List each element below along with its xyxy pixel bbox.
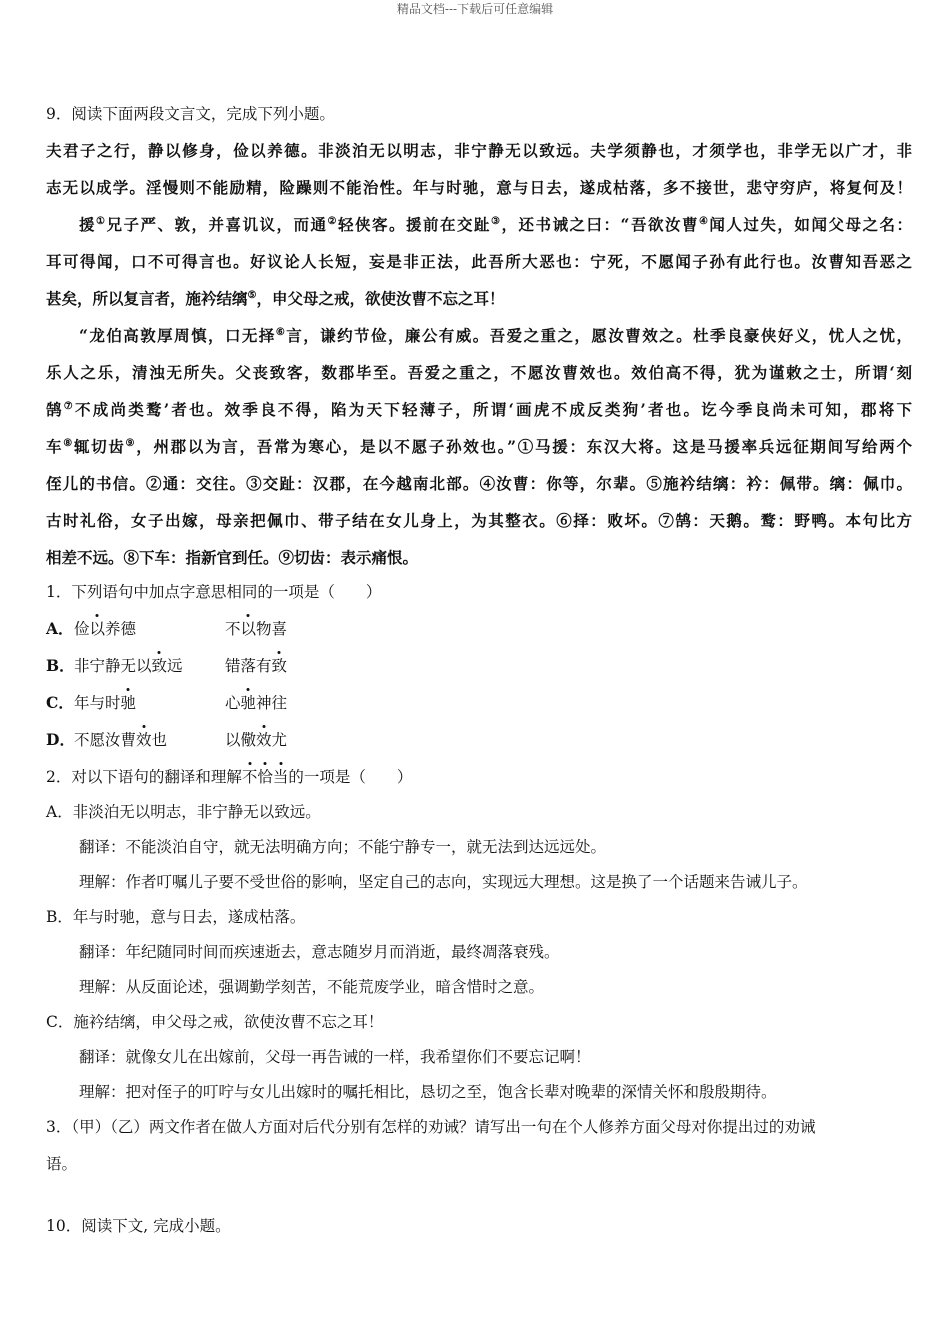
sub1-stem: 1．下列语句中加点字意思相同的一项是（ ） (46, 583, 382, 601)
sub1-option-a: A． 俭以养德 不以物喜 (46, 619, 288, 638)
sub3-line-1: 3．（甲）（乙）两文作者在做人方面对后代分别有怎样的劝诫？请写出一句在个人修养方面父母对你提出过的劝诫 (46, 1118, 816, 1136)
sub1-option-d: D． 不愿汝曹效也 以儆效尤 (46, 730, 288, 749)
passage-yi-line-1: 援①兄子严、敦，并喜讥议，而通②轻侠客。援前在交趾③，还书诫之曰：“吾欲汝曹④闻人过失，如闻父母之名： (79, 215, 912, 234)
notes-line-3: 相差不远。⑧下车：指新官到任。⑨切齿：表示痛恨。 (46, 548, 419, 567)
notes-line-1: 侄儿的书信。②通：交往。③交趾：汉郡，在今越南北部。④汝曹：你等，尔辈。⑤施衿结缡：衿：佩带。缡：佩巾。 (46, 474, 912, 493)
sub2-option-c-translation: 翻译：就像女儿在出嫁前，父母一再告诫的一样，我希望你们不要忘记啊！ (79, 1048, 591, 1066)
passage-yi-line-7: 车⑧辄切齿⑨，州郡以为言，吾常为寒心，是以不愿子孙效也。”①马援：东汉大将。这是马援率兵远征期间写给两个 (46, 437, 912, 456)
page-header: 精品文档---下载后可任意编辑 (396, 2, 554, 16)
sub2-stem: 2．对以下语句的翻译和理解不恰当的一项是（ ） (46, 768, 413, 786)
sub2-option-b-translation: 翻译：年纪随同时间而疾速逝去，意志随岁月而消逝，最终凋落衰残。 (79, 943, 560, 961)
passage-yi-line-4: “龙伯高敦厚周慎，口无择⑥言，谦约节俭，廉公有威。吾爱之重之，愿汝曹效之。杜季良豪侠好义，忧人之忧， (79, 326, 912, 345)
passage-yi-line-2: 耳可得闻，口不可得言也。好议论人长短，妄是非正法，此吾所大恶也：宁死，不愿闻子孙有此行也。汝曹知吾恶之 (46, 252, 912, 271)
sub1-option-b: B． 非宁静无以致远 错落有致 (46, 656, 288, 675)
sub1-option-c: C． 年与时驰 心驰神往 (46, 693, 288, 712)
sub2-option-a-translation: 翻译：不能淡泊自守，就无法明确方向；不能宁静专一，就无法到达远远处。 (79, 838, 607, 856)
sub2-option-a: A．非淡泊无以明志，非宁静无以致远。 (46, 803, 321, 821)
sub2-option-c-understanding: 理解：把对侄子的叮咛与女儿出嫁时的嘱托相比，恳切之至，饱含长辈对晚辈的深情关怀和殷殷期待。 (79, 1083, 777, 1101)
sub3-line-2: 语。 (46, 1155, 78, 1173)
q10-title: 10．阅读下文, 完成小题。 (46, 1217, 231, 1235)
sub2-option-b-understanding: 理解：从反面论述，强调勤学刻苦，不能荒废学业，暗含惜时之意。 (79, 978, 545, 996)
passage-yi-line-6: 鹄⑦不成尚类鹜’者也。效季良不得，陷为天下轻薄子，所谓‘画虎不成反类狗’者也。讫今季良尚未可知，郡将下 (46, 400, 912, 419)
content (46, 100, 912, 1236)
sub2-option-a-understanding: 理解：作者叮嘱儿子要不受世俗的影响，坚定自己的志向，实现远大理想。这是换了一个话题来告诫儿子。 (79, 873, 808, 891)
sub2-option-c: C．施衿结缡，申父母之戒，欲使汝曹不忘之耳！ (46, 1013, 384, 1031)
sub2-option-b: B．年与时驰，意与日去，遂成枯落。 (46, 908, 306, 926)
passage-yi-line-5: 乐人之乐，清浊无所失。父丧致客，数郡毕至。吾爱之重之，不愿汝曹效也。效伯高不得，犹为谨敕之士，所谓‘刻 (46, 363, 912, 382)
notes-line-2: 古时礼俗，女子出嫁，母亲把佩巾、带子结在女儿身上，为其整衣。⑥择：败坏。⑦鹄：天鹅。鹜：野鸭。本句比方 (46, 511, 912, 530)
q9-title: 9．阅读下面两段文言文，完成下列小题。 (46, 105, 335, 123)
passage-jia-line-2: 志无以成学。淫慢则不能励精，险躁则不能治性。年与时驰，意与日去，遂成枯落，多不接世，悲守穷庐，将复何及！ (46, 178, 912, 197)
passage-yi-line-3: 甚矣，所以复言者，施衿结缡⑤，申父母之戒，欲使汝曹不忘之耳！ (46, 289, 505, 308)
passage-jia-line-1: 夫君子之行，静以修身，俭以养德。非淡泊无以明志，非宁静无以致远。夫学须静也，才须学也，非学无以广才，非 (46, 141, 912, 160)
